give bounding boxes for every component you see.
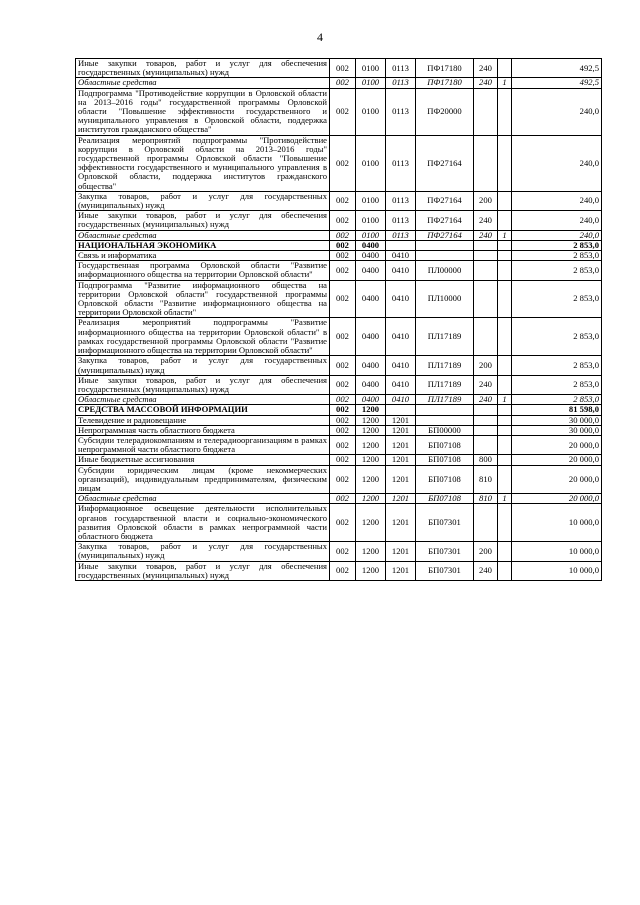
- section-code-cell: 1200: [356, 542, 386, 561]
- expense-type-cell: 240: [474, 211, 498, 230]
- amount-cell: 240,0: [512, 230, 602, 240]
- amount-cell: 240,0: [512, 88, 602, 135]
- expense-type-cell: 800: [474, 455, 498, 465]
- amount-cell: 2 853,0: [512, 395, 602, 405]
- subsection-code-cell: 0410: [386, 318, 416, 356]
- target-article-cell: [416, 240, 474, 250]
- target-article-cell: БП00000: [416, 425, 474, 435]
- section-code-cell: 0100: [356, 78, 386, 88]
- expense-name-cell: Субсидии телерадиокомпаниям и телерадиоорганизациям в рамках непрограммной части областного бюджета: [76, 435, 330, 454]
- subsection-code-cell: 1201: [386, 542, 416, 561]
- amount-cell: 81 598,0: [512, 405, 602, 415]
- section-code-cell: 0400: [356, 318, 386, 356]
- ministry-code-cell: 002: [330, 425, 356, 435]
- expense-name-cell: Непрограммная часть областного бюджета: [76, 425, 330, 435]
- section-code-cell: 0400: [356, 251, 386, 261]
- expense-name-cell: Областные средства: [76, 494, 330, 504]
- section-code-cell: 0400: [356, 375, 386, 394]
- funding-source-cell: 1: [498, 78, 512, 88]
- ministry-code-cell: 002: [330, 415, 356, 425]
- funding-source-cell: 1: [498, 494, 512, 504]
- amount-cell: 20 000,0: [512, 455, 602, 465]
- expense-type-cell: 240: [474, 375, 498, 394]
- section-code-cell: 1200: [356, 425, 386, 435]
- target-article-cell: ПФ27164: [416, 135, 474, 191]
- subsection-code-cell: [386, 405, 416, 415]
- expense-type-cell: [474, 240, 498, 250]
- section-code-cell: 0100: [356, 88, 386, 135]
- funding-source-cell: [498, 375, 512, 394]
- ministry-code-cell: 002: [330, 395, 356, 405]
- target-article-cell: ПЛ17189: [416, 318, 474, 356]
- ministry-code-cell: 002: [330, 318, 356, 356]
- subsection-code-cell: 0410: [386, 395, 416, 405]
- funding-source-cell: [498, 435, 512, 454]
- expense-name-cell: Подпрограмма "Противодействие коррупции в Орловской области на 2013–2016 годы" государственной программы Орловской области "Повышение эффективности государственного и муниципального управления в Орловской области, поддержка институтов гражданского общества": [76, 88, 330, 135]
- target-article-cell: ПФ27164: [416, 230, 474, 240]
- target-article-cell: БП07108: [416, 435, 474, 454]
- subsection-code-cell: 0113: [386, 135, 416, 191]
- ministry-code-cell: 002: [330, 191, 356, 210]
- expense-name-cell: Закупка товаров, работ и услуг для государственных (муниципальных) нужд: [76, 356, 330, 375]
- ministry-code-cell: 002: [330, 280, 356, 318]
- amount-cell: 20 000,0: [512, 494, 602, 504]
- expense-name-cell: НАЦИОНАЛЬНАЯ ЭКОНОМИКА: [76, 240, 330, 250]
- expense-type-cell: [474, 405, 498, 415]
- amount-cell: 240,0: [512, 211, 602, 230]
- table-row: [76, 251, 602, 261]
- funding-source-cell: [498, 191, 512, 210]
- target-article-cell: ПЛ17189: [416, 356, 474, 375]
- amount-cell: 240,0: [512, 135, 602, 191]
- funding-source-cell: [498, 318, 512, 356]
- expense-name-cell: Подпрограмма "Развитие информационного общества на территории Орловской области" государственной программы Орловской области "Развитие информационного общества на территории Орловской области": [76, 280, 330, 318]
- ministry-code-cell: 002: [330, 59, 356, 78]
- section-code-cell: 0400: [356, 395, 386, 405]
- table-row: [76, 261, 602, 280]
- expense-type-cell: [474, 251, 498, 261]
- section-code-cell: 0400: [356, 240, 386, 250]
- funding-source-cell: [498, 356, 512, 375]
- ministry-code-cell: 002: [330, 251, 356, 261]
- expense-name-cell: Областные средства: [76, 395, 330, 405]
- expense-name-cell: Закупка товаров, работ и услуг для государственных (муниципальных) нужд: [76, 191, 330, 210]
- amount-cell: 492,5: [512, 59, 602, 78]
- funding-source-cell: [498, 135, 512, 191]
- funding-source-cell: [498, 405, 512, 415]
- ministry-code-cell: 002: [330, 465, 356, 494]
- expense-type-cell: [474, 135, 498, 191]
- section-code-cell: 1200: [356, 455, 386, 465]
- table-row: [76, 356, 602, 375]
- subsection-code-cell: 1201: [386, 455, 416, 465]
- section-code-cell: 0100: [356, 230, 386, 240]
- table-row: [76, 494, 602, 504]
- subsection-code-cell: 0410: [386, 280, 416, 318]
- section-code-cell: 0100: [356, 211, 386, 230]
- expense-type-cell: 240: [474, 395, 498, 405]
- expense-type-cell: 200: [474, 191, 498, 210]
- funding-source-cell: 1: [498, 395, 512, 405]
- ministry-code-cell: 002: [330, 455, 356, 465]
- target-article-cell: ПЛ17189: [416, 375, 474, 394]
- ministry-code-cell: 002: [330, 504, 356, 542]
- target-article-cell: [416, 251, 474, 261]
- table-row: [76, 395, 602, 405]
- table-row: [76, 375, 602, 394]
- subsection-code-cell: 1201: [386, 415, 416, 425]
- expense-type-cell: [474, 280, 498, 318]
- table-row: [76, 59, 602, 78]
- amount-cell: 2 853,0: [512, 375, 602, 394]
- ministry-code-cell: 002: [330, 88, 356, 135]
- amount-cell: 2 853,0: [512, 261, 602, 280]
- expense-type-cell: 240: [474, 230, 498, 240]
- table-row: [76, 280, 602, 318]
- expense-name-cell: Областные средства: [76, 78, 330, 88]
- expense-name-cell: СРЕДСТВА МАССОВОЙ ИНФОРМАЦИИ: [76, 405, 330, 415]
- amount-cell: 30 000,0: [512, 415, 602, 425]
- target-article-cell: ПЛ17189: [416, 395, 474, 405]
- funding-source-cell: 1: [498, 230, 512, 240]
- amount-cell: 10 000,0: [512, 542, 602, 561]
- subsection-code-cell: 0113: [386, 211, 416, 230]
- table-row: [76, 465, 602, 494]
- section-code-cell: 1200: [356, 504, 386, 542]
- amount-cell: 240,0: [512, 191, 602, 210]
- funding-source-cell: [498, 542, 512, 561]
- section-code-cell: 0100: [356, 135, 386, 191]
- funding-source-cell: [498, 211, 512, 230]
- subsection-code-cell: 0410: [386, 251, 416, 261]
- expense-name-cell: Информационное освещение деятельности исполнительных органов государственной власти и социально-экономического развития Орловской области в рамках непрограммной части областного бюджета: [76, 504, 330, 542]
- table-row: [76, 240, 602, 250]
- expense-type-cell: 810: [474, 494, 498, 504]
- subsection-code-cell: 0113: [386, 230, 416, 240]
- target-article-cell: ПЛ10000: [416, 280, 474, 318]
- subsection-code-cell: 0113: [386, 78, 416, 88]
- funding-source-cell: [498, 465, 512, 494]
- section-code-cell: 1200: [356, 435, 386, 454]
- expense-name-cell: Иные закупки товаров, работ и услуг для обеспечения государственных (муниципальных) нужд: [76, 561, 330, 580]
- target-article-cell: ПФ27164: [416, 191, 474, 210]
- table-row: [76, 504, 602, 542]
- expense-name-cell: Иные закупки товаров, работ и услуг для обеспечения государственных (муниципальных) нужд: [76, 211, 330, 230]
- target-article-cell: БП07108: [416, 455, 474, 465]
- ministry-code-cell: 002: [330, 375, 356, 394]
- table-row: [76, 78, 602, 88]
- subsection-code-cell: 1201: [386, 435, 416, 454]
- table-row: [76, 435, 602, 454]
- funding-source-cell: [498, 415, 512, 425]
- ministry-code-cell: 002: [330, 135, 356, 191]
- table-row: [76, 542, 602, 561]
- table-row: [76, 211, 602, 230]
- subsection-code-cell: 1201: [386, 504, 416, 542]
- expense-name-cell: Реализация мероприятий подпрограммы "Противодействие коррупции в Орловской области на 2013–2016 годы" государственной программы Орловской области "Повышение эффективности государственного и муниципального управления в Орловской области, поддержка институтов гражданского общества": [76, 135, 330, 191]
- expense-name-cell: Иные бюджетные ассигнования: [76, 455, 330, 465]
- target-article-cell: БП07301: [416, 504, 474, 542]
- expense-type-cell: [474, 425, 498, 435]
- table-row: [76, 415, 602, 425]
- table-row: [76, 135, 602, 191]
- funding-source-cell: [498, 251, 512, 261]
- section-code-cell: 0400: [356, 280, 386, 318]
- ministry-code-cell: 002: [330, 240, 356, 250]
- section-code-cell: 1200: [356, 494, 386, 504]
- amount-cell: 20 000,0: [512, 465, 602, 494]
- amount-cell: 2 853,0: [512, 240, 602, 250]
- ministry-code-cell: 002: [330, 561, 356, 580]
- target-article-cell: БП07108: [416, 465, 474, 494]
- subsection-code-cell: [386, 240, 416, 250]
- expense-type-cell: 240: [474, 59, 498, 78]
- ministry-code-cell: 002: [330, 230, 356, 240]
- target-article-cell: ПФ17180: [416, 59, 474, 78]
- funding-source-cell: [498, 504, 512, 542]
- table-row: [76, 561, 602, 580]
- amount-cell: 2 853,0: [512, 356, 602, 375]
- section-code-cell: 0400: [356, 356, 386, 375]
- table-row: [76, 88, 602, 135]
- funding-source-cell: [498, 240, 512, 250]
- expense-type-cell: 240: [474, 78, 498, 88]
- funding-source-cell: [498, 280, 512, 318]
- expense-name-cell: Иные закупки товаров, работ и услуг для обеспечения государственных (муниципальных) нужд: [76, 59, 330, 78]
- expense-name-cell: Связь и информатика: [76, 251, 330, 261]
- funding-source-cell: [498, 561, 512, 580]
- section-code-cell: 1200: [356, 561, 386, 580]
- target-article-cell: ПФ17180: [416, 78, 474, 88]
- amount-cell: 2 853,0: [512, 280, 602, 318]
- funding-source-cell: [498, 261, 512, 280]
- amount-cell: 2 853,0: [512, 251, 602, 261]
- target-article-cell: БП07301: [416, 542, 474, 561]
- expense-type-cell: [474, 318, 498, 356]
- expense-type-cell: 240: [474, 561, 498, 580]
- expense-name-cell: Закупка товаров, работ и услуг для государственных (муниципальных) нужд: [76, 542, 330, 561]
- expense-name-cell: Государственная программа Орловской области "Развитие информационного общества на территории Орловской области": [76, 261, 330, 280]
- ministry-code-cell: 002: [330, 261, 356, 280]
- subsection-code-cell: 1201: [386, 561, 416, 580]
- table-row: [76, 191, 602, 210]
- funding-source-cell: [498, 455, 512, 465]
- ministry-code-cell: 002: [330, 405, 356, 415]
- funding-source-cell: [498, 88, 512, 135]
- page-number: 4: [317, 30, 323, 44]
- table-row: [76, 230, 602, 240]
- expense-name-cell: Иные закупки товаров, работ и услуг для обеспечения государственных (муниципальных) нужд: [76, 375, 330, 394]
- ministry-code-cell: 002: [330, 78, 356, 88]
- table-row: [76, 425, 602, 435]
- subsection-code-cell: 1201: [386, 494, 416, 504]
- subsection-code-cell: 0410: [386, 375, 416, 394]
- table-row: [76, 455, 602, 465]
- expense-type-cell: [474, 435, 498, 454]
- target-article-cell: [416, 415, 474, 425]
- subsection-code-cell: 1201: [386, 465, 416, 494]
- section-code-cell: 1200: [356, 465, 386, 494]
- ministry-code-cell: 002: [330, 542, 356, 561]
- section-code-cell: 1200: [356, 405, 386, 415]
- expense-name-cell: Субсидии юридическим лицам (кроме некоммерческих организаций), индивидуальным предпринимателям, физическим лицам: [76, 465, 330, 494]
- expense-type-cell: [474, 261, 498, 280]
- table-row: [76, 405, 602, 415]
- target-article-cell: ПФ27164: [416, 211, 474, 230]
- expense-type-cell: [474, 88, 498, 135]
- section-code-cell: 0400: [356, 261, 386, 280]
- subsection-code-cell: 0410: [386, 261, 416, 280]
- ministry-code-cell: 002: [330, 494, 356, 504]
- budget-table: [75, 58, 602, 581]
- target-article-cell: ПФ20000: [416, 88, 474, 135]
- amount-cell: 10 000,0: [512, 504, 602, 542]
- ministry-code-cell: 002: [330, 211, 356, 230]
- target-article-cell: ПЛ00000: [416, 261, 474, 280]
- section-code-cell: 0100: [356, 59, 386, 78]
- table-row: [76, 318, 602, 356]
- subsection-code-cell: 0113: [386, 191, 416, 210]
- amount-cell: 10 000,0: [512, 561, 602, 580]
- expense-type-cell: 200: [474, 542, 498, 561]
- expense-type-cell: [474, 415, 498, 425]
- ministry-code-cell: 002: [330, 435, 356, 454]
- expense-name-cell: Реализация мероприятий подпрограммы "Развитие информационного общества на территории Орловской области" в рамках государственной программы Орловской области "Развитие информационного общества на территории Орловской области": [76, 318, 330, 356]
- expense-type-cell: 810: [474, 465, 498, 494]
- amount-cell: 20 000,0: [512, 435, 602, 454]
- amount-cell: 492,5: [512, 78, 602, 88]
- amount-cell: 30 000,0: [512, 425, 602, 435]
- funding-source-cell: [498, 59, 512, 78]
- ministry-code-cell: 002: [330, 356, 356, 375]
- section-code-cell: 1200: [356, 415, 386, 425]
- expense-name-cell: Телевидение и радиовещание: [76, 415, 330, 425]
- target-article-cell: БП07301: [416, 561, 474, 580]
- expense-type-cell: [474, 504, 498, 542]
- subsection-code-cell: 0410: [386, 356, 416, 375]
- expense-type-cell: 200: [474, 356, 498, 375]
- subsection-code-cell: 1201: [386, 425, 416, 435]
- target-article-cell: [416, 405, 474, 415]
- subsection-code-cell: 0113: [386, 88, 416, 135]
- expense-name-cell: Областные средства: [76, 230, 330, 240]
- target-article-cell: БП07108: [416, 494, 474, 504]
- amount-cell: 2 853,0: [512, 318, 602, 356]
- subsection-code-cell: 0113: [386, 59, 416, 78]
- section-code-cell: 0100: [356, 191, 386, 210]
- funding-source-cell: [498, 425, 512, 435]
